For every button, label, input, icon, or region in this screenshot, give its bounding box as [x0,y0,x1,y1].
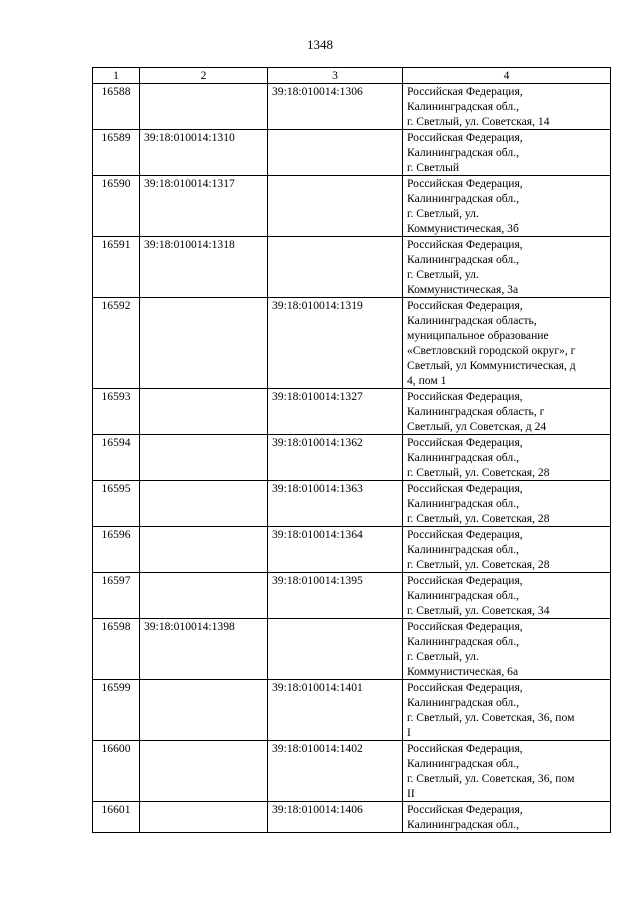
page-number: 1348 [307,37,333,52]
land-cadastral-number-cell [140,573,268,619]
table-header [93,68,611,84]
row-number-cell: 16590 [93,176,140,237]
row-number-cell: 16592 [93,298,140,389]
table-row [93,130,611,176]
table-row [93,435,611,481]
address-cell: Российская Федерация, Калининградская обл., г. Светлый, ул. Советская, 28 [403,481,611,527]
address-cell: Российская Федерация, Калининградская обл., [403,802,611,833]
table-row [93,527,611,573]
table-row [93,802,611,833]
building-cadastral-number-cell: 39:18:010014:1327 [268,389,403,435]
address-cell: Российская Федерация, Калининградская обл., г. Светлый, ул. Советская, 14 [403,84,611,130]
row-number-cell: 16599 [93,680,140,741]
row-number-cell: 16598 [93,619,140,680]
address-cell: Российская Федерация, Калининградская обл., г. Светлый, ул. Коммунистическая, 6а [403,619,611,680]
header-row [93,68,611,84]
land-cadastral-number-cell: 39:18:010014:1310 [140,130,268,176]
table-row [93,619,611,680]
land-cadastral-number-cell [140,741,268,802]
building-cadastral-number-cell [268,176,403,237]
table-row [93,573,611,619]
header-col-2: 2 [140,68,268,84]
registry-table [92,67,611,833]
row-number-cell: 16593 [93,389,140,435]
row-number-cell: 16595 [93,481,140,527]
address-cell: Российская Федерация, Калининградская обл., г. Светлый, ул. Советская, 36, пом II [403,741,611,802]
address-cell: Российская Федерация, Калининградская обл., г. Светлый, ул. Коммунистическая, 3б [403,176,611,237]
address-cell: Российская Федерация, Калининградская обл., г. Светлый, ул. Советская, 34 [403,573,611,619]
address-cell: Российская Федерация, Калининградская обл., г. Светлый [403,130,611,176]
address-cell: Российская Федерация, Калининградская область, г Светлый, ул Советская, д 24 [403,389,611,435]
row-number-cell: 16597 [93,573,140,619]
building-cadastral-number-cell: 39:18:010014:1362 [268,435,403,481]
building-cadastral-number-cell [268,619,403,680]
header-col-1: 1 [93,68,140,84]
building-cadastral-number-cell: 39:18:010014:1395 [268,573,403,619]
row-number-cell: 16601 [93,802,140,833]
address-cell: Российская Федерация, Калининградская область, муниципальное образование «Светловский городской округ», г Светлый, ул Коммунистическая, д 4, пом 1 [403,298,611,389]
table-body [93,84,611,833]
building-cadastral-number-cell: 39:18:010014:1402 [268,741,403,802]
row-number-cell: 16588 [93,84,140,130]
address-cell: Российская Федерация, Калининградская обл., г. Светлый, ул. Советская, 28 [403,527,611,573]
land-cadastral-number-cell [140,481,268,527]
table-row [93,680,611,741]
table-row [93,741,611,802]
header-col-3: 3 [268,68,403,84]
address-cell: Российская Федерация, Калининградская обл., г. Светлый, ул. Коммунистическая, 3а [403,237,611,298]
land-cadastral-number-cell [140,680,268,741]
building-cadastral-number-cell [268,237,403,298]
table-row [93,298,611,389]
land-cadastral-number-cell: 39:18:010014:1317 [140,176,268,237]
building-cadastral-number-cell: 39:18:010014:1401 [268,680,403,741]
row-number-cell: 16600 [93,741,140,802]
building-cadastral-number-cell [268,130,403,176]
table-row [93,389,611,435]
address-cell: Российская Федерация, Калининградская обл., г. Светлый, ул. Советская, 28 [403,435,611,481]
land-cadastral-number-cell [140,435,268,481]
land-cadastral-number-cell [140,84,268,130]
building-cadastral-number-cell: 39:18:010014:1363 [268,481,403,527]
row-number-cell: 16596 [93,527,140,573]
row-number-cell: 16594 [93,435,140,481]
building-cadastral-number-cell: 39:18:010014:1364 [268,527,403,573]
land-cadastral-number-cell: 39:18:010014:1318 [140,237,268,298]
land-cadastral-number-cell [140,389,268,435]
land-cadastral-number-cell [140,298,268,389]
building-cadastral-number-cell: 39:18:010014:1406 [268,802,403,833]
land-cadastral-number-cell [140,802,268,833]
building-cadastral-number-cell: 39:18:010014:1306 [268,84,403,130]
row-number-cell: 16591 [93,237,140,298]
header-col-4: 4 [403,68,611,84]
land-cadastral-number-cell [140,527,268,573]
table-row [93,84,611,130]
table-row [93,176,611,237]
table-row [93,237,611,298]
address-cell: Российская Федерация, Калининградская обл., г. Светлый, ул. Советская, 36, пом I [403,680,611,741]
land-cadastral-number-cell: 39:18:010014:1398 [140,619,268,680]
building-cadastral-number-cell: 39:18:010014:1319 [268,298,403,389]
table-row [93,481,611,527]
row-number-cell: 16589 [93,130,140,176]
